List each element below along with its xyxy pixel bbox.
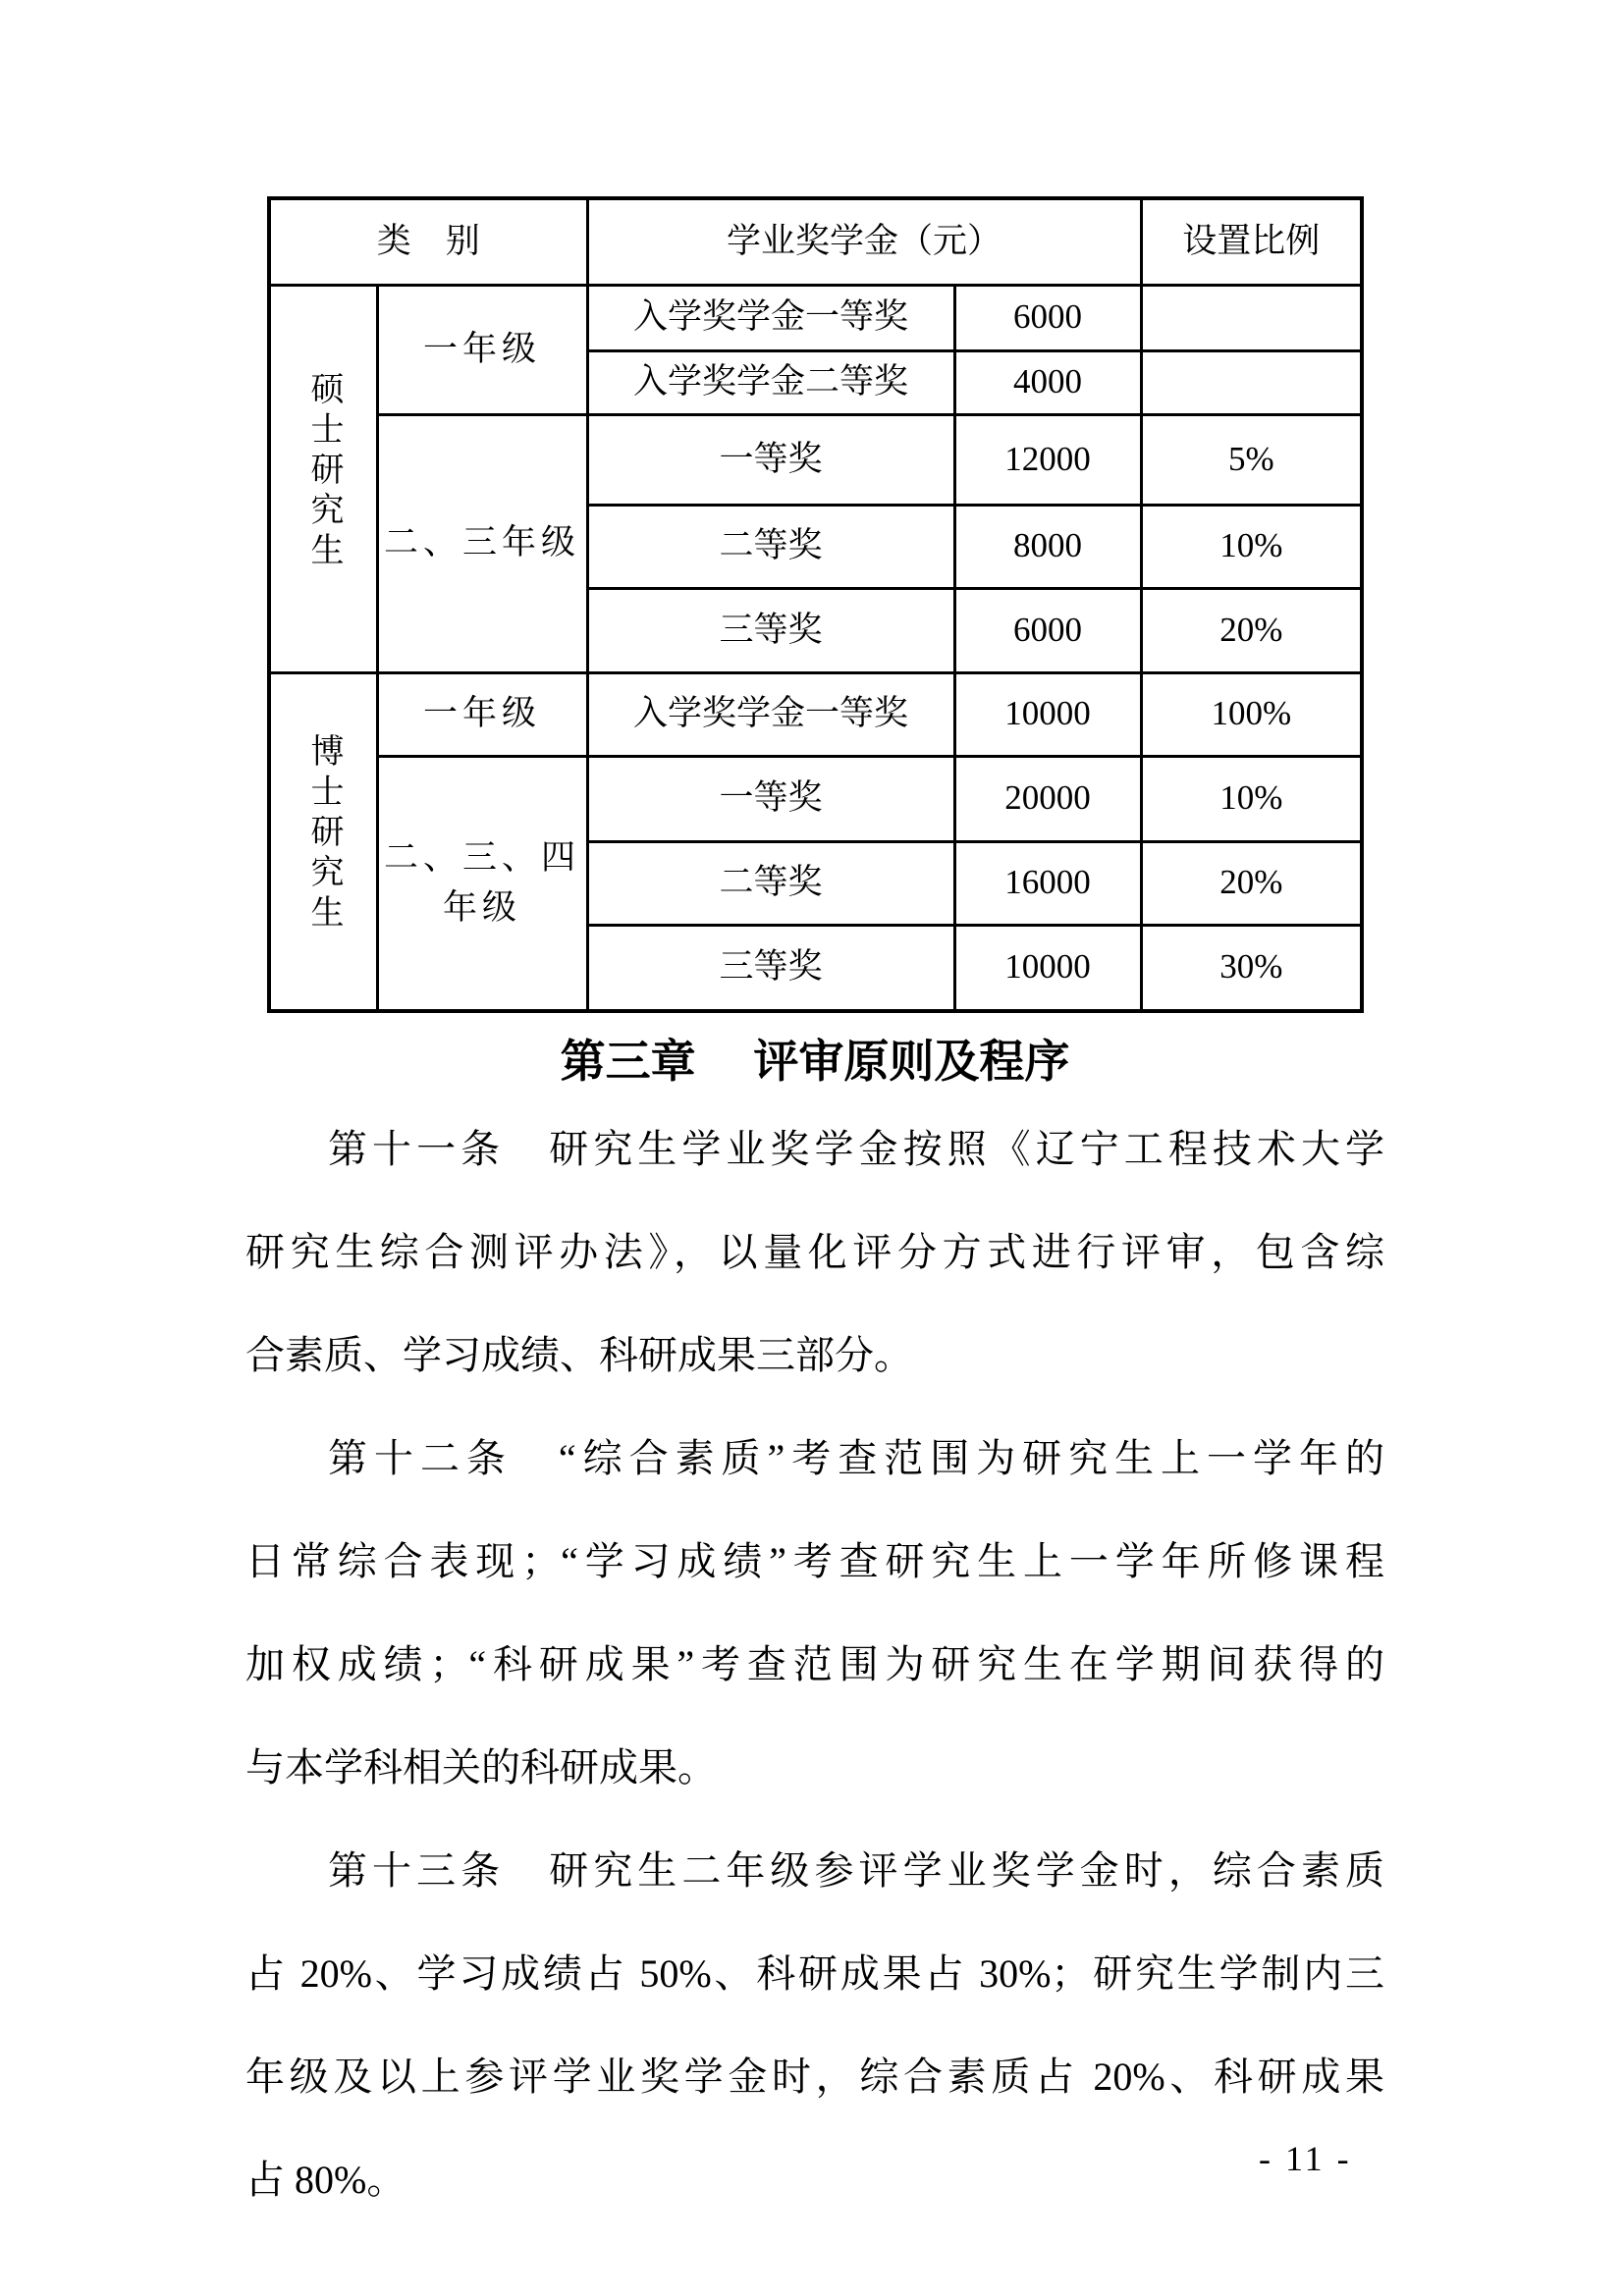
paragraph-line: 第十二条 “综合素质”考查范围为研究生上一学年的	[328, 1436, 1384, 1480]
cell-award: 二等奖	[587, 505, 954, 588]
cell-award: 一等奖	[587, 756, 954, 841]
chapter-heading: 第三章 评审原则及程序	[560, 1036, 1070, 1087]
cell-ratio: 20%	[1141, 588, 1362, 672]
category-master-label: 硕士研究生	[304, 370, 342, 572]
cell-grade: 一年级	[377, 672, 587, 756]
paragraph-line: 占 20%、学习成绩占 50%、科研成果占 30%；研究生学制内三	[245, 1951, 1384, 1996]
cell-category-doctor	[269, 672, 377, 1011]
paragraph-line: 与本学科相关的科研成果。	[245, 1745, 717, 1789]
cell-grade: 一年级	[377, 285, 587, 414]
cell-grade: 二、三、四年级	[377, 756, 587, 1011]
table-header-row	[269, 198, 1362, 285]
cell-category-master	[269, 285, 377, 672]
cell-award: 二等奖	[587, 841, 954, 925]
cell-amount: 8000	[954, 505, 1141, 588]
paragraph-line: 第十三条 研究生二年级参评学业奖学金时，综合素质	[328, 1848, 1384, 1893]
paragraph-line: 占 80%。	[245, 2158, 406, 2202]
cell-amount: 10000	[954, 925, 1141, 1011]
table-row	[269, 414, 1362, 505]
cell-award: 三等奖	[587, 588, 954, 672]
page-number: - 11 -	[1259, 2139, 1352, 2178]
scholarship-table	[267, 196, 1364, 1013]
category-doctor-label: 博士研究生	[304, 733, 342, 935]
cell-ratio: 10%	[1141, 756, 1362, 841]
cell-ratio: 10%	[1141, 505, 1362, 588]
paragraph-line: 日常综合表现；“学习成绩”考查研究生上一学年所修课程	[245, 1539, 1384, 1583]
cell-award: 入学奖学金二等奖	[587, 350, 954, 414]
paragraph-line: 加权成绩；“科研成果”考查范围为研究生在学期间获得的	[245, 1642, 1384, 1686]
table-row	[269, 285, 1362, 350]
cell-ratio: 100%	[1141, 672, 1362, 756]
cell-amount: 16000	[954, 841, 1141, 925]
cell-award: 入学奖学金一等奖	[587, 285, 954, 350]
paragraph-line: 合素质、学习成绩、科研成果三部分。	[245, 1333, 913, 1377]
header-category: 类 别	[269, 198, 587, 285]
cell-ratio: 30%	[1141, 925, 1362, 1011]
cell-amount: 6000	[954, 588, 1141, 672]
cell-ratio: 20%	[1141, 841, 1362, 925]
cell-award: 一等奖	[587, 414, 954, 505]
table-row	[269, 672, 1362, 756]
paragraph-line: 第十一条 研究生学业奖学金按照《辽宁工程技术大学	[328, 1127, 1384, 1171]
cell-ratio	[1141, 350, 1362, 414]
paragraph-line: 年级及以上参评学业奖学金时，综合素质占 20%、科研成果	[245, 2055, 1384, 2099]
cell-award: 入学奖学金一等奖	[587, 672, 954, 756]
cell-ratio: 5%	[1141, 414, 1362, 505]
cell-amount: 4000	[954, 350, 1141, 414]
body-text	[245, 1097, 1384, 2231]
cell-amount: 12000	[954, 414, 1141, 505]
header-scholarship: 学业奖学金（元）	[587, 198, 1141, 285]
cell-amount: 20000	[954, 756, 1141, 841]
paragraph-line: 研究生综合测评办法》，以量化评分方式进行评审，包含综	[245, 1230, 1384, 1274]
table-row	[269, 756, 1362, 841]
cell-amount: 6000	[954, 285, 1141, 350]
cell-grade: 二、三年级	[377, 414, 587, 672]
header-ratio: 设置比例	[1141, 198, 1362, 285]
cell-award: 三等奖	[587, 925, 954, 1011]
cell-ratio	[1141, 285, 1362, 350]
cell-amount: 10000	[954, 672, 1141, 756]
